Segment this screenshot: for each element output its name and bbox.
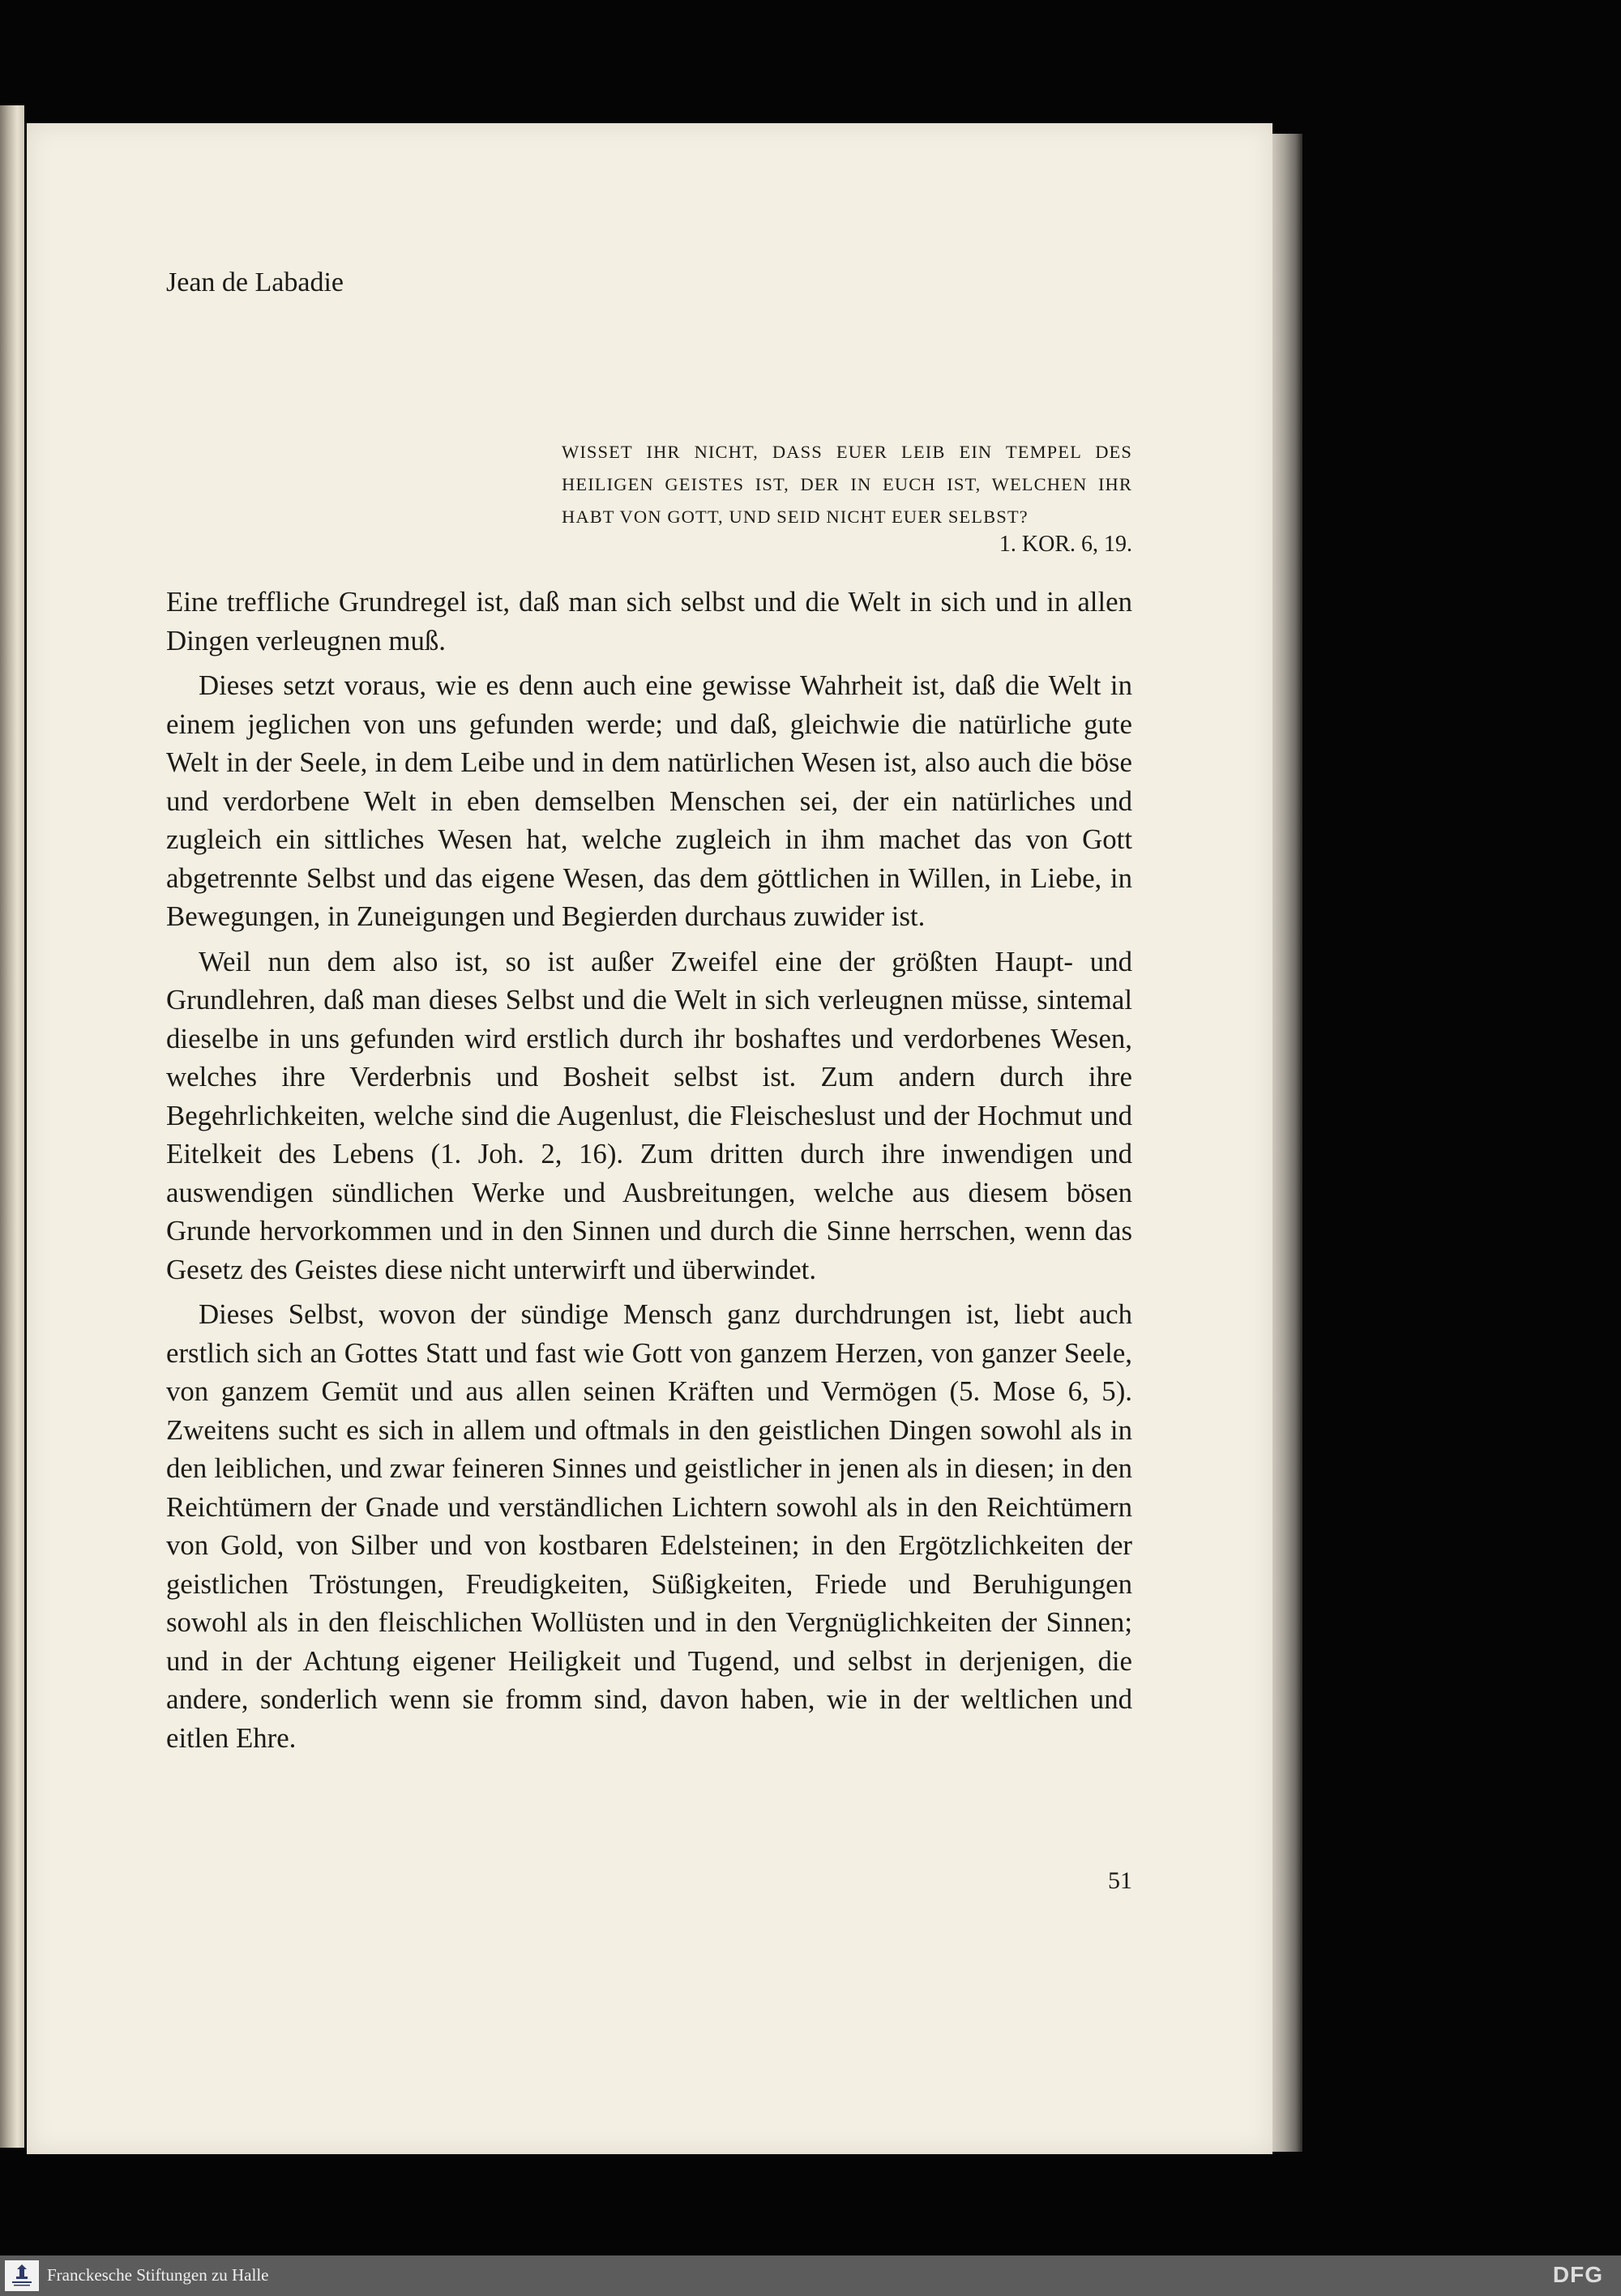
epigraph-reference: 1. KOR. 6, 19.	[999, 532, 1132, 557]
book-page-edge	[1268, 134, 1302, 2152]
page-number: 51	[1108, 1867, 1132, 1894]
paragraph-3: Weil nun dem also ist, so ist außer Zweifel eine der größten Haupt- und Grundlehren, daß man dieses Selbst und die Welt in sich verleugnen müsse, sintemal dieselbe in uns gefunden wird erstlich durch ihr boshaftes und verdorbenes Wesen, welches ihre Verderbnis und Bosheit selbst ist. Zum andern durch ihre Begehrlichkeiten, welche sind die Augenlust, die Fleischeslust und der Hochmut und Eitelkeit des Lebens (1. Joh. 2, 16). Zum dritten durch ihre inwendigen und auswendigen sündlichen Werke und Ausbreitungen, welche aus diesem bösen Grunde hervorkommen und in den Sinnen und durch die Sinne herrschen, wenn das Gesetz des Geistes diese nicht unterwirft und überwindet.	[166, 945, 1132, 1285]
footer-bar	[0, 2255, 1621, 2296]
epigraph-text: WISSET IHR NICHT, DASS EUER LEIB EIN TEMPEL DES HEILIGEN GEISTES IST, DER IN EUCH IST, WELCHEN IHR HABT VON GOTT, UND SEID NICHT EUER SELBST?	[562, 442, 1132, 527]
body-text	[166, 583, 1132, 1764]
footer-institution: Franckesche Stiftungen zu Halle	[47, 2265, 269, 2285]
book-left-edge	[0, 105, 24, 2148]
franckesche-stiftungen-logo-icon	[5, 2260, 39, 2291]
paragraph-4: Dieses Selbst, wovon der sündige Mensch ganz durchdrungen ist, liebt auch erstlich sich an Gottes Statt und fast wie Gott von ganzem Herzen, von ganzer Seele, von ganzem Gemüt und aus allen seinen Kräften und Vermögen (5. Mose 6, 5). Zweitens sucht es sich in allem und oftmals in den geistlichen Dingen sowohl als in den leiblichen, und zwar feineren Sinnes und geistlicher in jenen als in diesen; in den Reichtümern der Gnade und verständlichen Lichtern sowohl als in den Reichtümern von Gold, von Silber und von kostbaren Edelsteinen; in den Ergötzlichkeiten der geistlichen Tröstungen, Freudigkeiten, Süßigkeiten, Friede und Beruhigungen sowohl als in den fleischlichen Wollüsten und in den Vergnüglichkeiten der Sinnen; und in der Achtung eigener Heiligkeit und Tugend, und selbst in derjenigen, die andere, sonderlich wenn sie fromm sind, davon haben, wie in der weltlichen und eitlen Ehre.	[166, 1298, 1132, 1754]
paragraph-1: Eine treffliche Grundregel ist, daß man sich selbst und die Welt in sich und in allen Dingen verleugnen muß.	[166, 586, 1132, 656]
dfg-logo: DFG	[1552, 2262, 1603, 2287]
book-page	[27, 123, 1272, 2154]
running-head: Jean de Labadie	[166, 267, 344, 297]
paragraph-2: Dieses setzt voraus, wie es denn auch eine gewisse Wahrheit ist, daß die Welt in einem jeglichen von uns gefunden werde; und daß, gleichwie die natürliche gute Welt in der Seele, in dem Leibe und in dem natürlichen Wesen ist, also auch die böse und verdorbene Welt in eben demselben Menschen sei, der ein natürliches und zugleich ein sittliches Wesen hat, welche zugleich in ihm machet das von Gott abgetrennte Selbst und das eigene Wesen, das dem göttlichen in Willen, in Liebe, in Bewegungen, in Zuneigungen und Begierden durchaus zuwider ist.	[166, 669, 1132, 932]
